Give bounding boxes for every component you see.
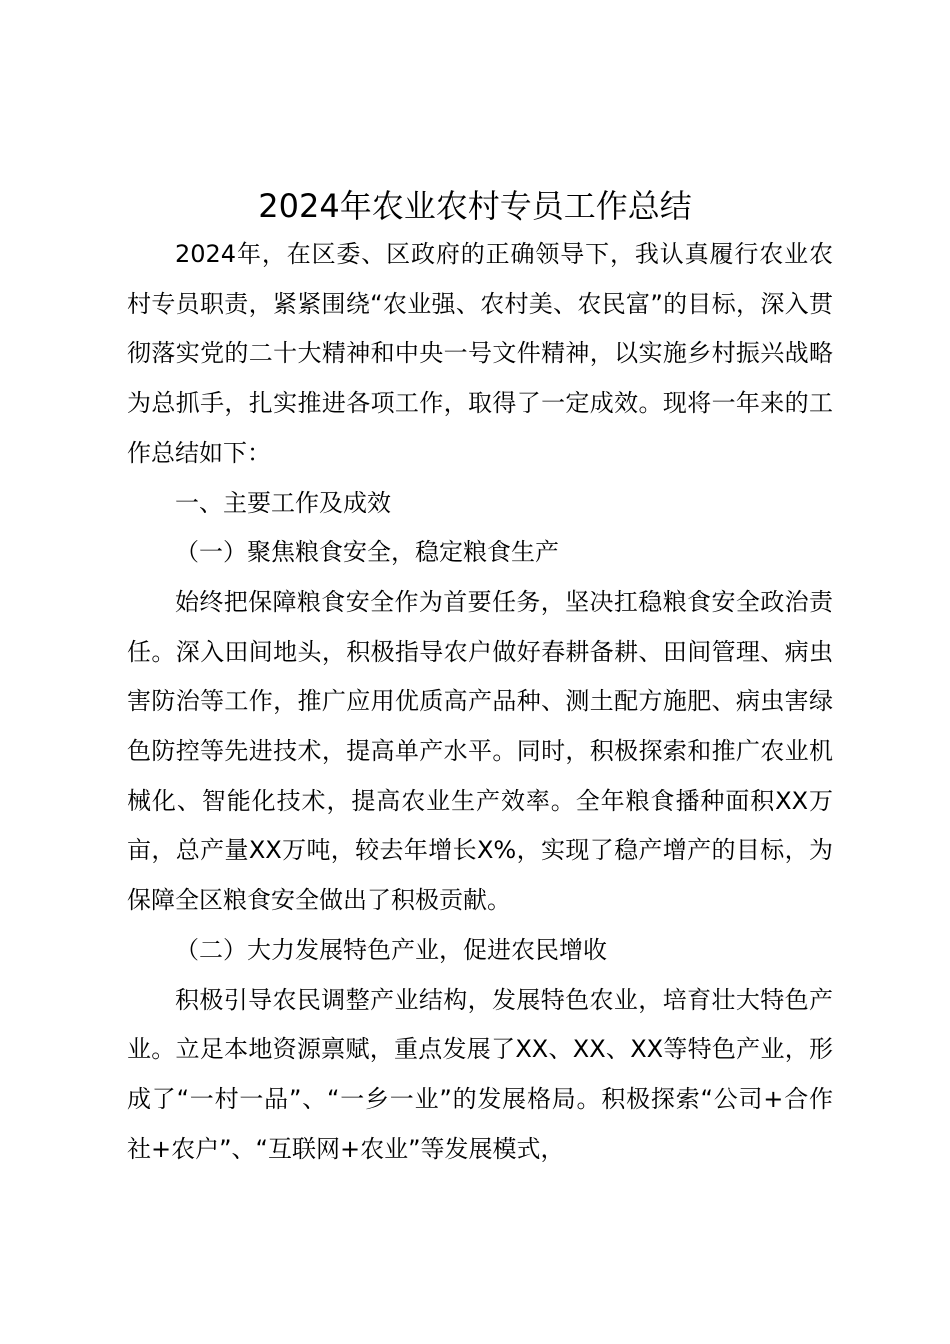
subsection-heading-grain-security: （一）聚焦粮食安全，稳定粮食生产 bbox=[175, 538, 559, 567]
intro-paragraph: 2024年，在区委、区政府的正确领导下，我认真履行农业农村专员职责，紧紧围绕“农业强、农村美、农民富”的目标，深入贯彻落实党的二十大精神和中央一号文件精神，以实施乡村振兴战略为总抓手，扎实推进各项工作，取得了一定成效。现将一年来的工作总结如下： bbox=[127, 240, 833, 467]
document-title: 2024年农业农村专员工作总结 bbox=[258, 187, 692, 225]
section-heading-main-work: 一、主要工作及成效 bbox=[175, 488, 391, 517]
document-body bbox=[127, 230, 833, 1174]
specialty-industry-paragraph: 积极引导农民调整产业结构，发展特色农业，培育壮大特色产业。立足本地资源禀赋，重点发展了XX、XX、XX等特色产业，形成了“一村一品”、“一乡一业”的发展格局。积极探索“公司+合作社+农户”、“互联网+农业”等发展模式， bbox=[127, 985, 833, 1163]
grain-security-paragraph: 始终把保障粮食安全作为首要任务，坚决扛稳粮食安全政治责任。深入田间地头，积极指导农户做好春耕备耕、田间管理、病虫害防治等工作，推广应用优质高产品种、测土配方施肥、病虫害绿色防控等先进技术，提高单产水平。同时，积极探索和推广农业机械化、智能化技术，提高农业生产效率。全年粮食播种面积XX万亩，总产量XX万吨，较去年增长X%，实现了稳产增产的目标，为保障全区粮食安全做出了积极贡献。 bbox=[127, 587, 833, 915]
subsection-heading-specialty-industry: （二）大力发展特色产业，促进农民增收 bbox=[175, 935, 607, 964]
